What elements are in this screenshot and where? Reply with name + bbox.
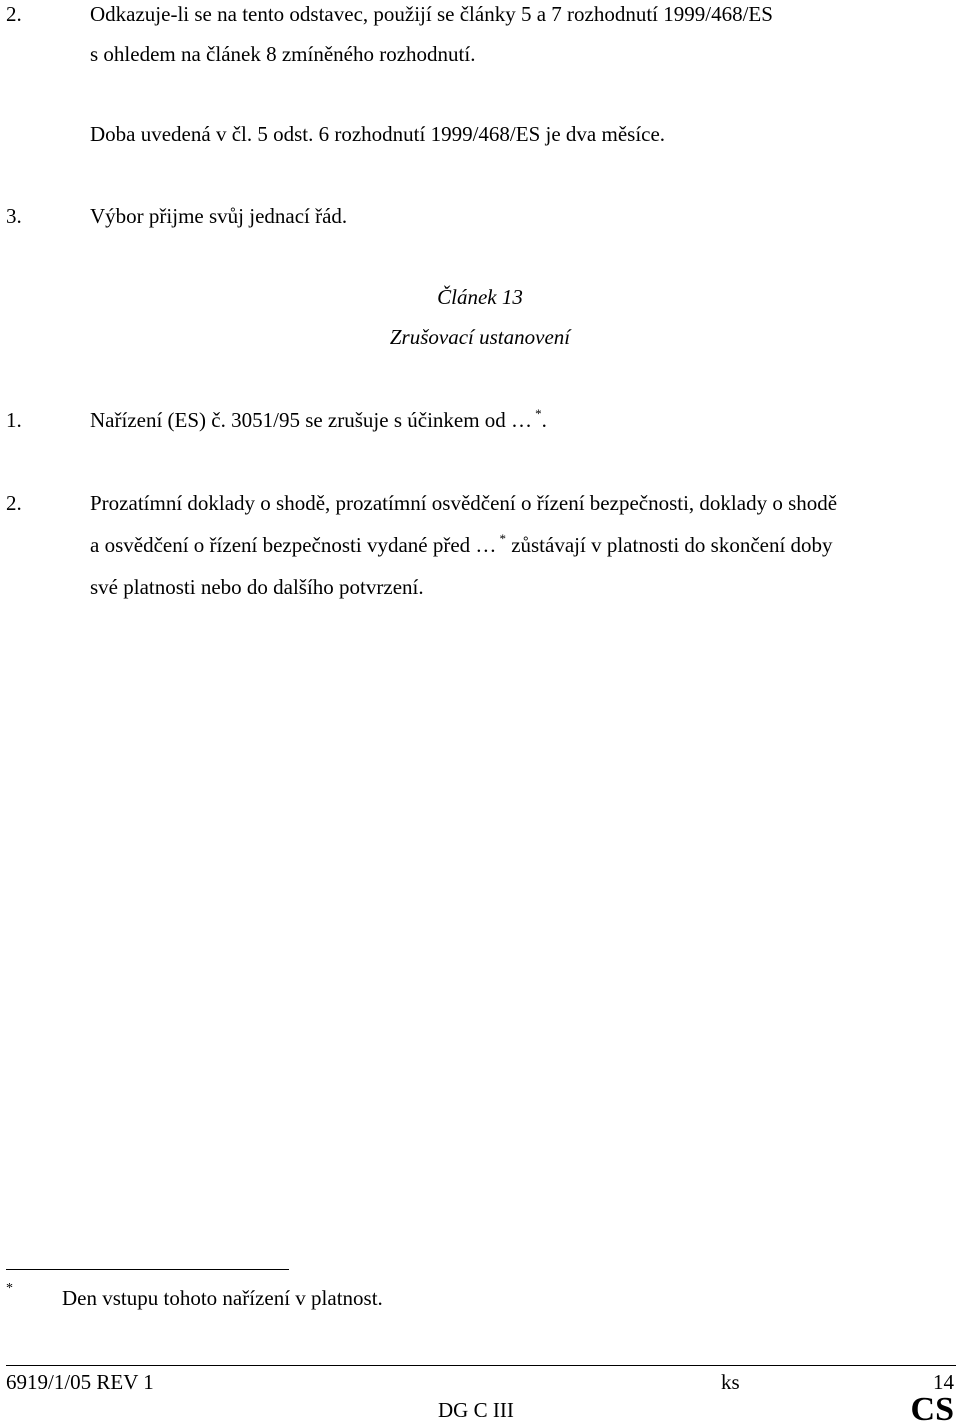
paragraph-text-line [90,533,833,560]
footnote-reference[interactable]: * [499,531,506,546]
page-number: 14 [933,1370,954,1394]
paragraph-number: 1. [6,408,22,432]
article-subheading: Zrušovací ustanovení [389,325,571,349]
footnote-separator [6,1269,289,1270]
paragraph-number: 2. [6,2,22,26]
document-reference: 6919/1/05 REV 1 [6,1370,154,1394]
repeal-text: Nařízení (ES) č. 3051/95 se zrušuje s účinkem od … [90,408,533,432]
paragraph-number: 3. [6,204,22,228]
sentence-end: . [541,408,547,432]
paragraph-text-line: Prozatímní doklady o shodě, prozatímní osvědčení o řízení bezpečnosti, doklady o shodě [90,491,838,515]
footnote-text: Den vstupu tohoto nařízení v platnost. [62,1286,383,1310]
footnote-mark: * [6,1281,13,1296]
paragraph-text: Výbor přijme svůj jednací řád. [90,204,348,228]
footnote-reference[interactable]: * [535,406,542,421]
text-segment: a osvědčení o řízení bezpečnosti vydané před … [90,533,497,557]
paragraph-text-line: své platnosti nebo do dalšího potvrzení. [90,575,424,599]
paragraph-text: Doba uvedená v čl. 5 odst. 6 rozhodnutí 1999/468/ES je dva měsíce. [90,122,666,146]
language-code: CS [910,1391,954,1428]
paragraph-text-line: s ohledem na článek 8 zmíněného rozhodnutí. [90,42,476,66]
paragraph-text-line: Odkazuje-li se na tento odstavec, použijí se články 5 a 7 rozhodnutí 1999/468/ES [90,2,773,26]
paragraph-number: 2. [6,491,22,515]
text-segment: zůstávají v platnosti do skončení doby [505,533,833,557]
article-heading: Článek 13 [437,285,523,309]
paragraph-text [90,408,547,435]
author-initials: ks [721,1370,740,1394]
footer-rule [6,1365,956,1366]
directorate-general: DG C III [438,1398,514,1422]
